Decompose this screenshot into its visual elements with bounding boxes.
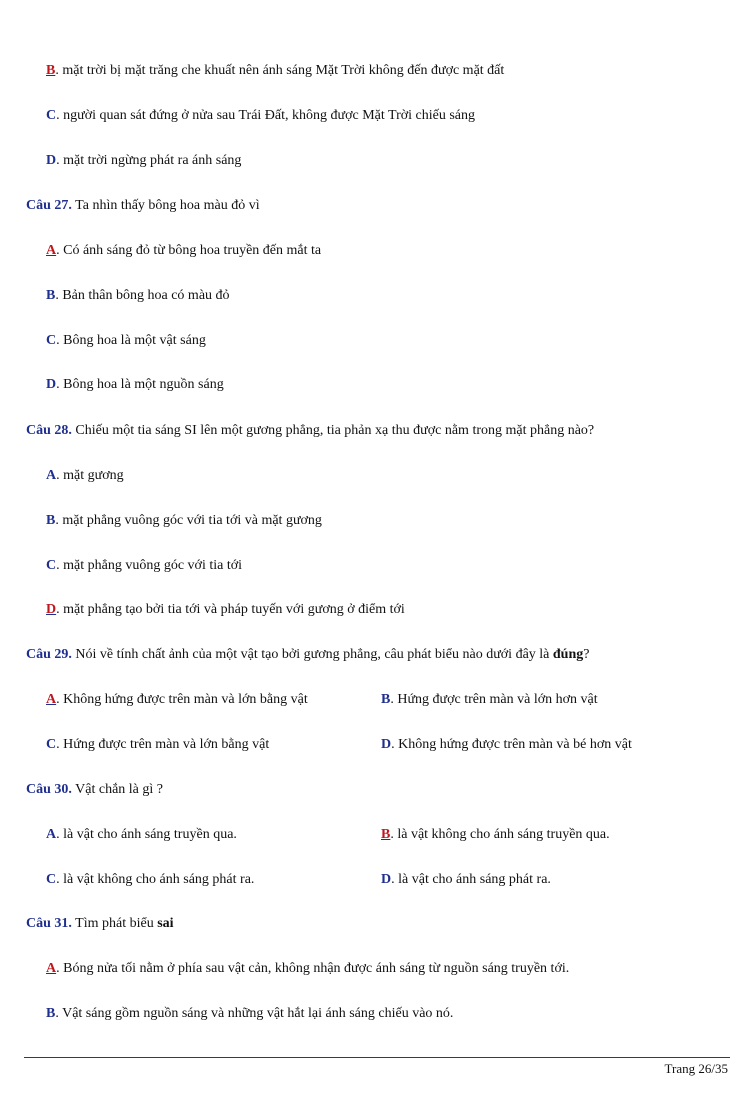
q31-option-a [46,960,569,978]
option-text: . Bóng nửa tối nằm ở phía sau vật cản, không nhận được ánh sáng từ nguồn sáng truyền tới. [56,961,570,976]
q28-option-d [46,601,405,619]
option-text: . mặt gương [56,468,124,483]
q29-option-b [381,691,598,709]
question-number: Câu 30. [26,782,72,797]
question-number: Câu 27. [26,198,72,213]
q27-option-a [46,242,321,260]
option-text: . Bông hoa là một nguồn sáng [56,377,224,392]
option-text: . Hứng được trên màn và lớn hơn vật [390,692,598,707]
option-key: B [46,513,56,528]
q28-option-c [46,557,242,575]
q30-option-d [381,871,551,889]
option-key: B [46,288,56,303]
option-key: C [46,558,57,573]
question-31 [26,915,174,933]
q27-option-b [46,287,230,305]
option-text: . là vật cho ánh sáng truyền qua. [56,827,237,842]
option-text: . người quan sát đứng ở nửa sau Trái Đất, không được Mặt Trời chiếu sáng [56,108,476,123]
page-number: Trang 26/35 [664,1061,728,1076]
option-key: A [46,827,57,842]
option-text: . mặt trời ngừng phát ra ánh sáng [56,153,242,168]
q30-option-c [46,871,254,889]
question-27 [26,197,260,215]
option-text: . Vật sáng gồm nguồn sáng và những vật hắt lại ánh sáng chiếu vào nó. [55,1006,454,1021]
option-text: . mặt trời bị mặt trăng che khuất nên ánh sáng Mặt Trời không đến được mặt đất [55,63,505,78]
option-text: . mặt phẳng tạo bởi tia tới và pháp tuyến với gương ở điểm tới [56,602,405,617]
q27-option-c [46,332,206,350]
question-text: Tìm phát biểu [71,916,158,931]
option-text: . là vật cho ánh sáng phát ra. [391,872,551,887]
option-text: . Không hứng được trên màn và lớn bằng vật [56,692,308,707]
option-text: . Bản thân bông hoa có màu đỏ [55,288,230,303]
option-key: D [46,153,57,168]
option-d-prev [46,152,241,170]
option-text: . Hứng được trên màn và lớn bằng vật [56,737,270,752]
option-key: D [381,737,392,752]
option-key: D [381,872,392,887]
option-key: C [46,872,57,887]
question-text: Chiếu một tia sáng SI lên một gương phẳng, tia phản xạ thu được nằm trong mặt phẳng nào? [71,423,595,438]
option-key: C [46,737,57,752]
question-number: Câu 28. [26,423,72,438]
q31-option-b [46,1005,453,1023]
q29-option-d [381,736,632,754]
option-c-prev [46,107,475,125]
option-b-prev [46,62,504,80]
q28-option-a [46,467,124,485]
option-key: B [381,692,391,707]
option-text: . mặt phẳng vuông góc với tia tới và mặt gương [55,513,322,528]
question-emphasis: sai [157,916,174,931]
q29-option-c [46,736,269,754]
option-key: B [46,1006,56,1021]
option-key: A [46,692,57,707]
option-text: . Không hứng được trên màn và bé hơn vật [391,737,632,752]
q30-option-a [46,826,237,844]
option-text: . Bông hoa là một vật sáng [56,333,206,348]
question-tail: ? [583,647,590,662]
option-key: C [46,333,57,348]
option-key: C [46,108,57,123]
option-key: B [381,827,391,842]
option-text: . là vật không cho ánh sáng truyền qua. [390,827,610,842]
q27-option-d [46,376,224,394]
option-key: B [46,63,56,78]
option-text: . Có ánh sáng đỏ từ bông hoa truyền đến mắt ta [56,243,322,258]
question-29 [26,646,589,664]
question-number: Câu 31. [26,916,72,931]
question-28 [26,422,594,440]
option-key: D [46,377,57,392]
question-30 [26,781,163,799]
footer-rule [24,1057,730,1058]
q28-option-b [46,512,322,530]
option-key: A [46,961,57,976]
question-text: Nói về tính chất ảnh của một vật tạo bởi gương phẳng, câu phát biểu nào dưới đây là [71,647,553,662]
q29-option-a [46,691,308,709]
q30-option-b [381,826,610,844]
option-key: D [46,602,57,617]
question-text: Vật chắn là gì ? [71,782,164,797]
question-emphasis: đúng [552,647,584,662]
option-text: . là vật không cho ánh sáng phát ra. [56,872,255,887]
question-text: Ta nhìn thấy bông hoa màu đỏ vì [71,198,260,213]
option-key: A [46,243,57,258]
option-key: A [46,468,57,483]
option-text: . mặt phẳng vuông góc với tia tới [56,558,243,573]
question-number: Câu 29. [26,647,72,662]
